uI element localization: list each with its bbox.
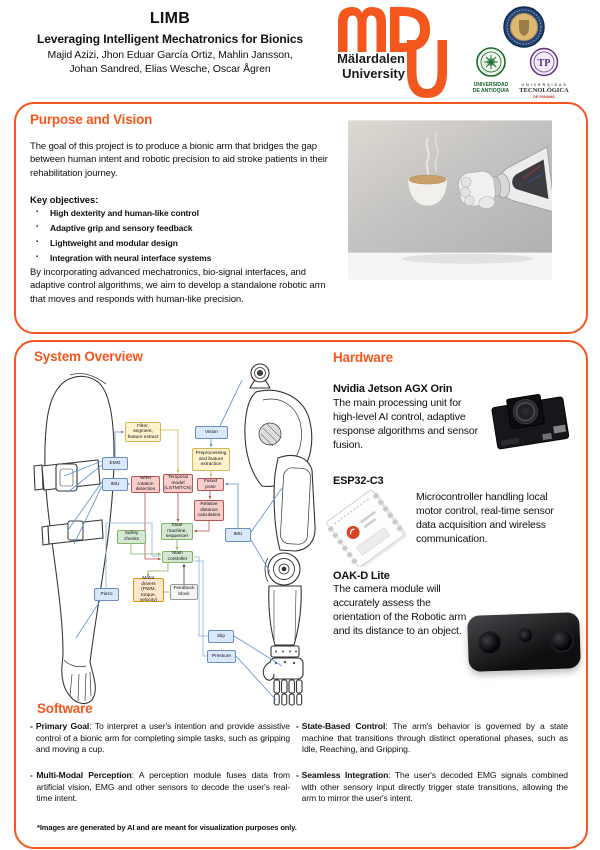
camera-lens-icon xyxy=(550,628,575,653)
hw-jetson-title: Nvidia Jetson AGX Orin xyxy=(333,383,453,395)
dash-icon: - xyxy=(30,721,33,731)
node-motor-drivers: Motor drivers (PWM, torque, velocity) xyxy=(133,578,164,602)
key-objectives-label: Key objectives: xyxy=(30,195,99,206)
software-bullet xyxy=(30,721,290,756)
system-diagram xyxy=(20,360,320,712)
hw-esp32-title: ESP32-C3 xyxy=(333,475,384,487)
software-bullet xyxy=(296,770,568,805)
authors-line2: Johan Sandred, Elias Wesche, Oscar Ågren xyxy=(69,62,271,75)
dash-icon: - xyxy=(296,770,299,781)
node-preprocessing: Preprocessing and feature extraction xyxy=(192,448,230,471)
poster-title: LIMB xyxy=(149,10,191,27)
jetson-image xyxy=(484,386,576,461)
node-piezo: Piezo xyxy=(94,588,119,601)
objective-item xyxy=(36,238,326,248)
bionic-arm-cup-illustration xyxy=(348,120,552,280)
bullet-body: : To interpret a user's intention and provide assistive control of a bionic arm for completing simple tasks, such as gripping and moving a cup. xyxy=(35,721,290,755)
utp-line1: U N I V E R S I D A D xyxy=(521,83,567,87)
human-arm-illustration xyxy=(34,373,114,703)
esp32-image xyxy=(320,487,408,572)
bullet-label: Primary Goal xyxy=(35,721,90,731)
robotic-arm-illustration xyxy=(245,364,315,705)
software-bullet xyxy=(30,770,290,805)
antioquia-text xyxy=(466,83,516,95)
node-filter: Filter, segment, feature extract xyxy=(125,422,161,442)
utp-logo xyxy=(516,46,572,99)
hardware-heading: Hardware xyxy=(333,350,393,365)
poster-subtitle: Leveraging Intelligent Mechatronics for Bionics xyxy=(36,32,303,46)
bullet-label: State-Based Control xyxy=(301,721,386,731)
utp-text xyxy=(516,83,572,99)
mdu-name xyxy=(335,52,405,81)
objective-text: High dexterity and human-like control xyxy=(50,208,199,218)
antioquia-line2: DE ANTIOQUIA xyxy=(472,87,510,94)
software-bullet xyxy=(296,721,568,756)
bullet-label: Seamless Integration xyxy=(301,770,389,781)
purpose-paragraph1: The goal of this project is to produce a bionic arm that bridges the gap between human intent and robotic precision to aid stroke patients in their rehabilitation journey. xyxy=(30,141,328,179)
utp-line2: TECNOLÓGICA xyxy=(519,87,569,95)
hw-oakd-title: OAK-D Lite xyxy=(333,570,390,582)
node-pressure: Pressure xyxy=(207,650,236,663)
node-slip: Slip xyxy=(208,630,234,643)
bullet-icon: ▪ xyxy=(36,224,39,230)
utp-line3: DE PANAMÁ xyxy=(533,94,555,99)
esp32-chip-illustration xyxy=(320,487,408,567)
oakd-camera-image xyxy=(467,612,581,672)
hw-esp32-description: Microcontroller handling local motor control, real-time sensor data acquisition and wireless communication. xyxy=(416,491,554,545)
dash-icon: - xyxy=(296,721,299,731)
hw-jetson-description: The main processing unit for high-level AI control, adaptive response algorithms and sensor fusion. xyxy=(333,397,478,451)
university-seal-icon xyxy=(501,5,547,49)
node-vision: Vision xyxy=(195,426,228,439)
node-safety-checks: Safety checks xyxy=(117,530,146,544)
svg-text:TP: TP xyxy=(537,58,551,69)
software-bullet-text xyxy=(302,721,568,756)
bullet-icon: ▪ xyxy=(36,254,39,260)
software-bullets-right xyxy=(296,721,568,819)
node-fused-pose: Fused pose xyxy=(197,478,224,491)
bullet-icon: ▪ xyxy=(36,209,39,215)
university-seal-logo xyxy=(501,5,547,49)
node-wrist-rotation: Wrist rotation detection xyxy=(131,476,160,493)
node-state-machine: State machine, sequencer xyxy=(161,523,193,540)
objective-text: Integration with neural interface systems xyxy=(50,253,212,263)
objective-item xyxy=(36,208,326,218)
node-main-controller: Main controller xyxy=(162,551,193,563)
authors xyxy=(20,49,320,77)
node-imu-right: IMU xyxy=(225,528,251,542)
authors-line1: Majid Azizi, Jhon Eduar García Ortiz, Mahlin Jansson, xyxy=(47,49,293,61)
utp-seal-icon xyxy=(528,46,560,78)
purpose-paragraph2: By incorporating advanced mechatronics, bio-signal interfaces, and adaptive control algorithms, we aim to develop a standalone robotic arm that moves and responds with human-like precision. xyxy=(30,267,326,305)
dash-icon: - xyxy=(30,770,33,781)
bullet-body: : A perception module fuses data from artificial vision, EMG and other sensors to decode the user's real-time intent. xyxy=(36,770,290,804)
mdu-name-line1: Mälardalen xyxy=(337,51,405,66)
header xyxy=(20,10,320,77)
bullet-body: : The user's decoded EMG signals combined with other sensory input directly trigger state transitions, allowing the arm to mirror the user's intent. xyxy=(301,770,568,804)
software-bullets-left xyxy=(30,721,290,819)
objectives-list xyxy=(36,208,326,268)
node-relative-distance: Relative distance calculation xyxy=(194,500,224,521)
node-temporal-model: Temporal model (LSTM/TCN) xyxy=(164,475,192,492)
bullet-body: : The arm's behavior is governed by a state machine that transitions through distinct operational phases, such as Idle, Reaching, and Gripping. xyxy=(301,721,568,755)
software-bullet-text xyxy=(36,770,290,805)
antioquia-seal-icon xyxy=(474,46,508,78)
antioquia-line1: UNIVERSIDAD xyxy=(473,82,509,88)
bullet-icon: ▪ xyxy=(36,239,39,245)
objective-text: Lightweight and modular design xyxy=(50,238,178,248)
jetson-board-illustration xyxy=(484,386,576,456)
objective-item xyxy=(36,223,326,233)
objective-text: Adaptive grip and sensory feedback xyxy=(50,223,193,233)
camera-lens-icon xyxy=(478,631,503,656)
node-emg: EMG xyxy=(102,457,128,470)
software-heading: Software xyxy=(37,701,93,716)
software-bullet-text xyxy=(36,721,290,756)
system-overview-heading: System Overview xyxy=(34,349,143,364)
node-imu-left: IMU xyxy=(102,478,128,491)
hw-oakd-description: The camera module will accurately assess the orientation of the Robotic arm and its distance to an object. xyxy=(333,583,467,637)
bullet-label: Multi-Modal Perception xyxy=(36,770,132,781)
software-bullet-text xyxy=(302,770,568,805)
purpose-heading: Purpose and Vision xyxy=(30,112,153,127)
antioquia-logo xyxy=(466,46,516,95)
objective-item xyxy=(36,253,326,263)
mdu-name-line2: University xyxy=(342,65,405,81)
bionic-arm-cup-image xyxy=(348,120,552,280)
node-feedback-block: Feedback block xyxy=(170,584,198,600)
footnote: *Images are generated by AI and are meant for visualization purposes only. xyxy=(37,823,297,832)
camera-lens-icon xyxy=(518,628,535,645)
mdu-logo xyxy=(335,4,467,100)
